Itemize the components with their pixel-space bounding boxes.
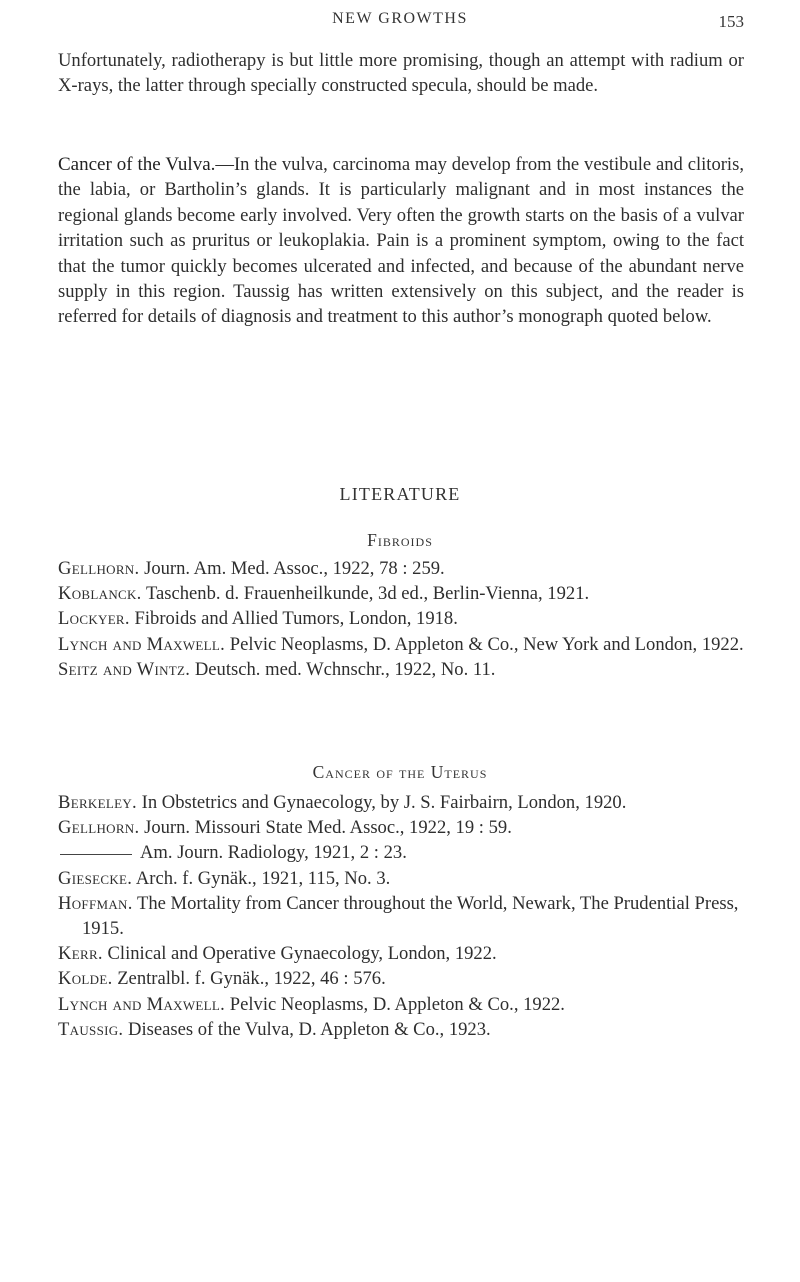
reference-author: Berkeley.: [58, 792, 137, 813]
reference-text: Journ. Missouri State Med. Assoc., 1922, 19 : 59.: [144, 817, 512, 839]
paragraph-lead: Cancer of the Vulva.: [58, 154, 216, 175]
reference-list-cancer-of-uterus: [58, 790, 748, 1042]
ditto-dash: [60, 854, 132, 855]
section-heading-fibroids: Fibroids: [367, 530, 433, 550]
reference-text: Clinical and Operative Gynaecology, London, 1922.: [107, 943, 497, 965]
paragraph-cancer-of-vulva: [58, 152, 744, 330]
page-number: 153: [718, 12, 744, 31]
reference-author: Lynch and Maxwell.: [58, 633, 226, 655]
reference-text: Arch. f. Gynäk., 1921, 115, No. 3.: [135, 867, 391, 889]
reference-text: Pelvic Neoplasms, D. Appleton & Co., 1922.: [229, 993, 565, 1015]
reference-text: Fibroids and Allied Tumors, London, 1918.: [134, 608, 458, 630]
reference-author: Kerr.: [58, 943, 103, 965]
reference-author: Seitz and Wintz.: [58, 658, 191, 680]
paragraph-radiotherapy: [58, 48, 744, 99]
reference-author: Gellhorn.: [58, 558, 140, 579]
reference-item: [58, 581, 748, 606]
reference-item: [58, 992, 748, 1017]
reference-text: In Obstetrics and Gynaecology, by J. S. Fairbairn, London, 1920.: [141, 792, 627, 813]
reference-author: Gellhorn.: [58, 817, 140, 839]
reference-text: Am. Journ. Radiology, 1921, 2 : 23.: [140, 842, 407, 864]
reference-author: Hoffman.: [58, 892, 133, 914]
reference-list-fibroids: [58, 556, 748, 682]
reference-item: [58, 891, 748, 941]
reference-text: Zentralbl. f. Gynäk., 1922, 46 : 576.: [117, 968, 386, 990]
reference-item: [58, 815, 748, 840]
reference-text: Journ. Am. Med. Assoc., 1922, 78 : 259.: [144, 558, 445, 579]
reference-item: [58, 941, 748, 966]
paragraph-body: —In the vulva, carcinoma may develop from the vestibule and clitoris, the labia, or Bartholin’s glands. It is particularly malignant and in most instances the regional glands become early involved. Very often the growth starts on the basis of a vulvar irritation such as pruritus or leukoplakia. Pain is a prominent symptom, owing to the fact that the tumor quickly becomes ulcerated and infected, and because of the abundant nerve supply in this region. Taussig has written extensively on this subject, and the reader is referred for details of diagnosis and treatment to this author’s monograph quoted below.: [58, 154, 744, 328]
reference-author: Taussig.: [58, 1018, 124, 1040]
reference-item: [58, 840, 748, 865]
running-head: NEW GROWTHS: [332, 10, 468, 27]
paragraph-text: [58, 152, 744, 330]
reference-text: The Mortality from Cancer throughout the World, Newark, The Prudential Press, 1915.: [82, 892, 739, 940]
reference-author: Koblanck.: [58, 583, 142, 605]
reference-item: [58, 657, 748, 682]
reference-text: Pelvic Neoplasms, D. Appleton & Co., New York and London, 1922.: [229, 633, 744, 655]
reference-author: Lynch and Maxwell.: [58, 993, 226, 1015]
reference-item: [58, 606, 748, 631]
reference-item: [58, 632, 748, 657]
reference-item: [58, 1017, 748, 1042]
reference-item: [58, 790, 748, 815]
reference-author: Lockyer.: [58, 608, 130, 630]
reference-author: Kolde.: [58, 968, 113, 990]
reference-text: Diseases of the Vulva, D. Appleton & Co., 1923.: [128, 1018, 491, 1040]
reference-item: [58, 966, 748, 991]
reference-item: [58, 556, 748, 581]
reference-author: Giesecke.: [58, 867, 133, 889]
paragraph-text: Unfortunately, radiotherapy is but little more promising, though an attempt with radium or X-rays, the latter through specially constructed specula, should be made.: [58, 50, 744, 97]
reference-text: Deutsch. med. Wchnschr., 1922, No. 11.: [194, 658, 496, 680]
literature-heading: LITERATURE: [339, 484, 461, 504]
reference-item: [58, 866, 748, 891]
section-heading-cancer-of-uterus: Cancer of the Uterus: [312, 762, 488, 782]
reference-text: Taschenb. d. Frauenheilkunde, 3d ed., Berlin-Vienna, 1921.: [145, 583, 590, 605]
